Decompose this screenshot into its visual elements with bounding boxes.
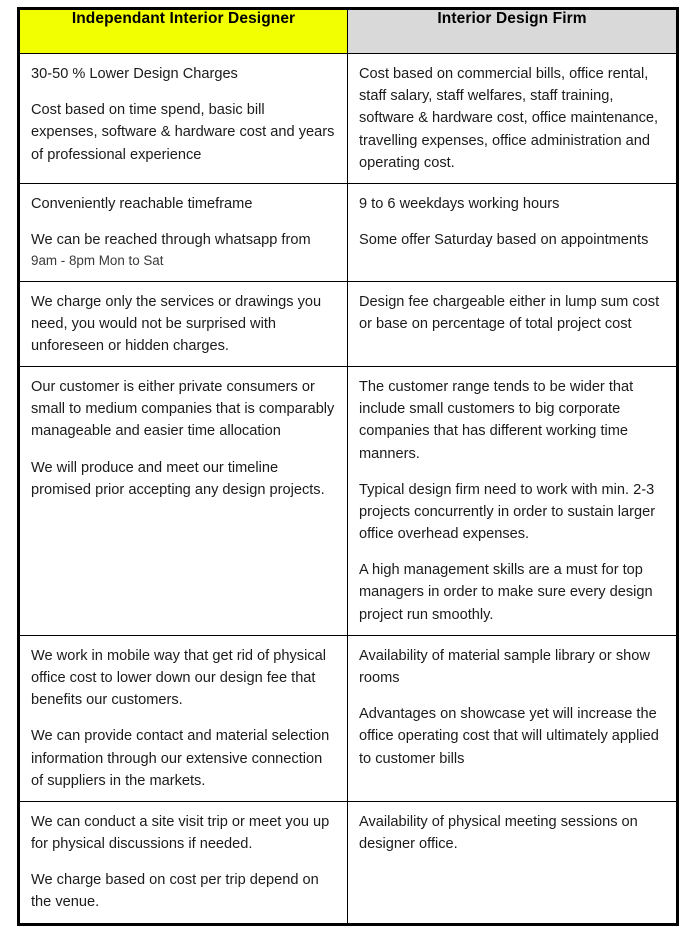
cell-paragraph: Advantages on showcase yet will increase the office operating cost that will ultimately applied to customer bills — [359, 706, 659, 767]
cell-paragraph: We will produce and meet our timeline promised prior accepting any design projects. — [31, 459, 325, 498]
cell-paragraph: 9 to 6 weekdays working hours — [359, 195, 560, 212]
column-header-independant-interior-designer: Independant Interior Designer — [19, 9, 348, 54]
cell-designer-availability — [19, 183, 348, 281]
table-header — [19, 9, 678, 54]
cell-paragraph: We can be reached through whatsapp from — [31, 232, 311, 249]
cell-paragraph: A high management skills are a must for top managers in order to make sure every design project run smoothly. — [359, 562, 653, 623]
cell-paragraph: Conveniently reachable timeframe — [31, 195, 253, 212]
table-row — [19, 183, 678, 281]
cell-designer-customers — [19, 367, 348, 636]
cell-firm-meetings — [348, 801, 678, 924]
cell-paragraph: We can provide contact and material selection information through our extensive connection of suppliers in the markets. — [31, 728, 330, 789]
table-header-row — [19, 9, 678, 54]
cell-paragraph: 30-50 % Lower Design Charges — [31, 66, 238, 82]
table-row — [19, 367, 678, 636]
cell-paragraph: Our customer is either private consumers or small to medium companies that is comparably manageable and easier time allocation — [31, 379, 335, 440]
column-header-interior-design-firm: Interior Design Firm — [348, 9, 678, 54]
cell-paragraph: Some offer Saturday based on appointments — [359, 232, 649, 249]
cell-paragraph: Design fee chargeable either in lump sum cost or base on percentage of total project cost — [359, 293, 660, 332]
cell-paragraph: The customer range tends to be wider that include small customers to big corporate companies that has different working time manners. — [359, 379, 634, 462]
cell-paragraph: We charge based on cost per trip depend on the venue. — [31, 872, 319, 911]
comparison-table — [17, 7, 679, 926]
table-body — [19, 54, 678, 925]
cell-firm-overhead — [348, 635, 678, 801]
cell-paragraph: Availability of physical meeting sessions on designer office. — [359, 813, 638, 853]
table-row — [19, 54, 678, 184]
cell-paragraph: We charge only the services or drawings you need, you would not be surprised with unforeseen or hidden charges. — [31, 293, 322, 354]
cell-firm-cost — [348, 54, 678, 184]
cell-paragraph: We can conduct a site visit trip or meet you up for physical discussions if needed. — [31, 813, 330, 853]
cell-designer-cost — [19, 54, 348, 184]
cell-paragraph-subtext: 9am - 8pm Mon to Sat — [31, 253, 164, 269]
cell-firm-customers — [348, 367, 678, 636]
cell-paragraph: Cost based on time spend, basic bill expenses, software & hardware cost and years of professional experience — [31, 102, 335, 163]
cell-firm-availability — [348, 183, 678, 281]
cell-designer-charges — [19, 281, 348, 367]
cell-paragraph: Typical design firm need to work with min. 2-3 projects concurrently in order to sustain larger office overhead expenses. — [359, 481, 656, 543]
cell-paragraph: We work in mobile way that get rid of physical office cost to lower down our design fee that benefits our customers. — [31, 647, 326, 709]
table-row — [19, 801, 678, 924]
cell-designer-meetings — [19, 801, 348, 924]
cell-designer-overhead — [19, 635, 348, 801]
cell-paragraph: Availability of material sample library or show rooms — [359, 647, 650, 686]
cell-firm-charges — [348, 281, 678, 367]
table-row — [19, 281, 678, 367]
table-row — [19, 635, 678, 801]
cell-paragraph: Cost based on commercial bills, office rental, staff salary, staff welfares, staff training, software & hardware cost, office maintenance, travelling expenses, office administration and operating cost. — [359, 66, 659, 171]
